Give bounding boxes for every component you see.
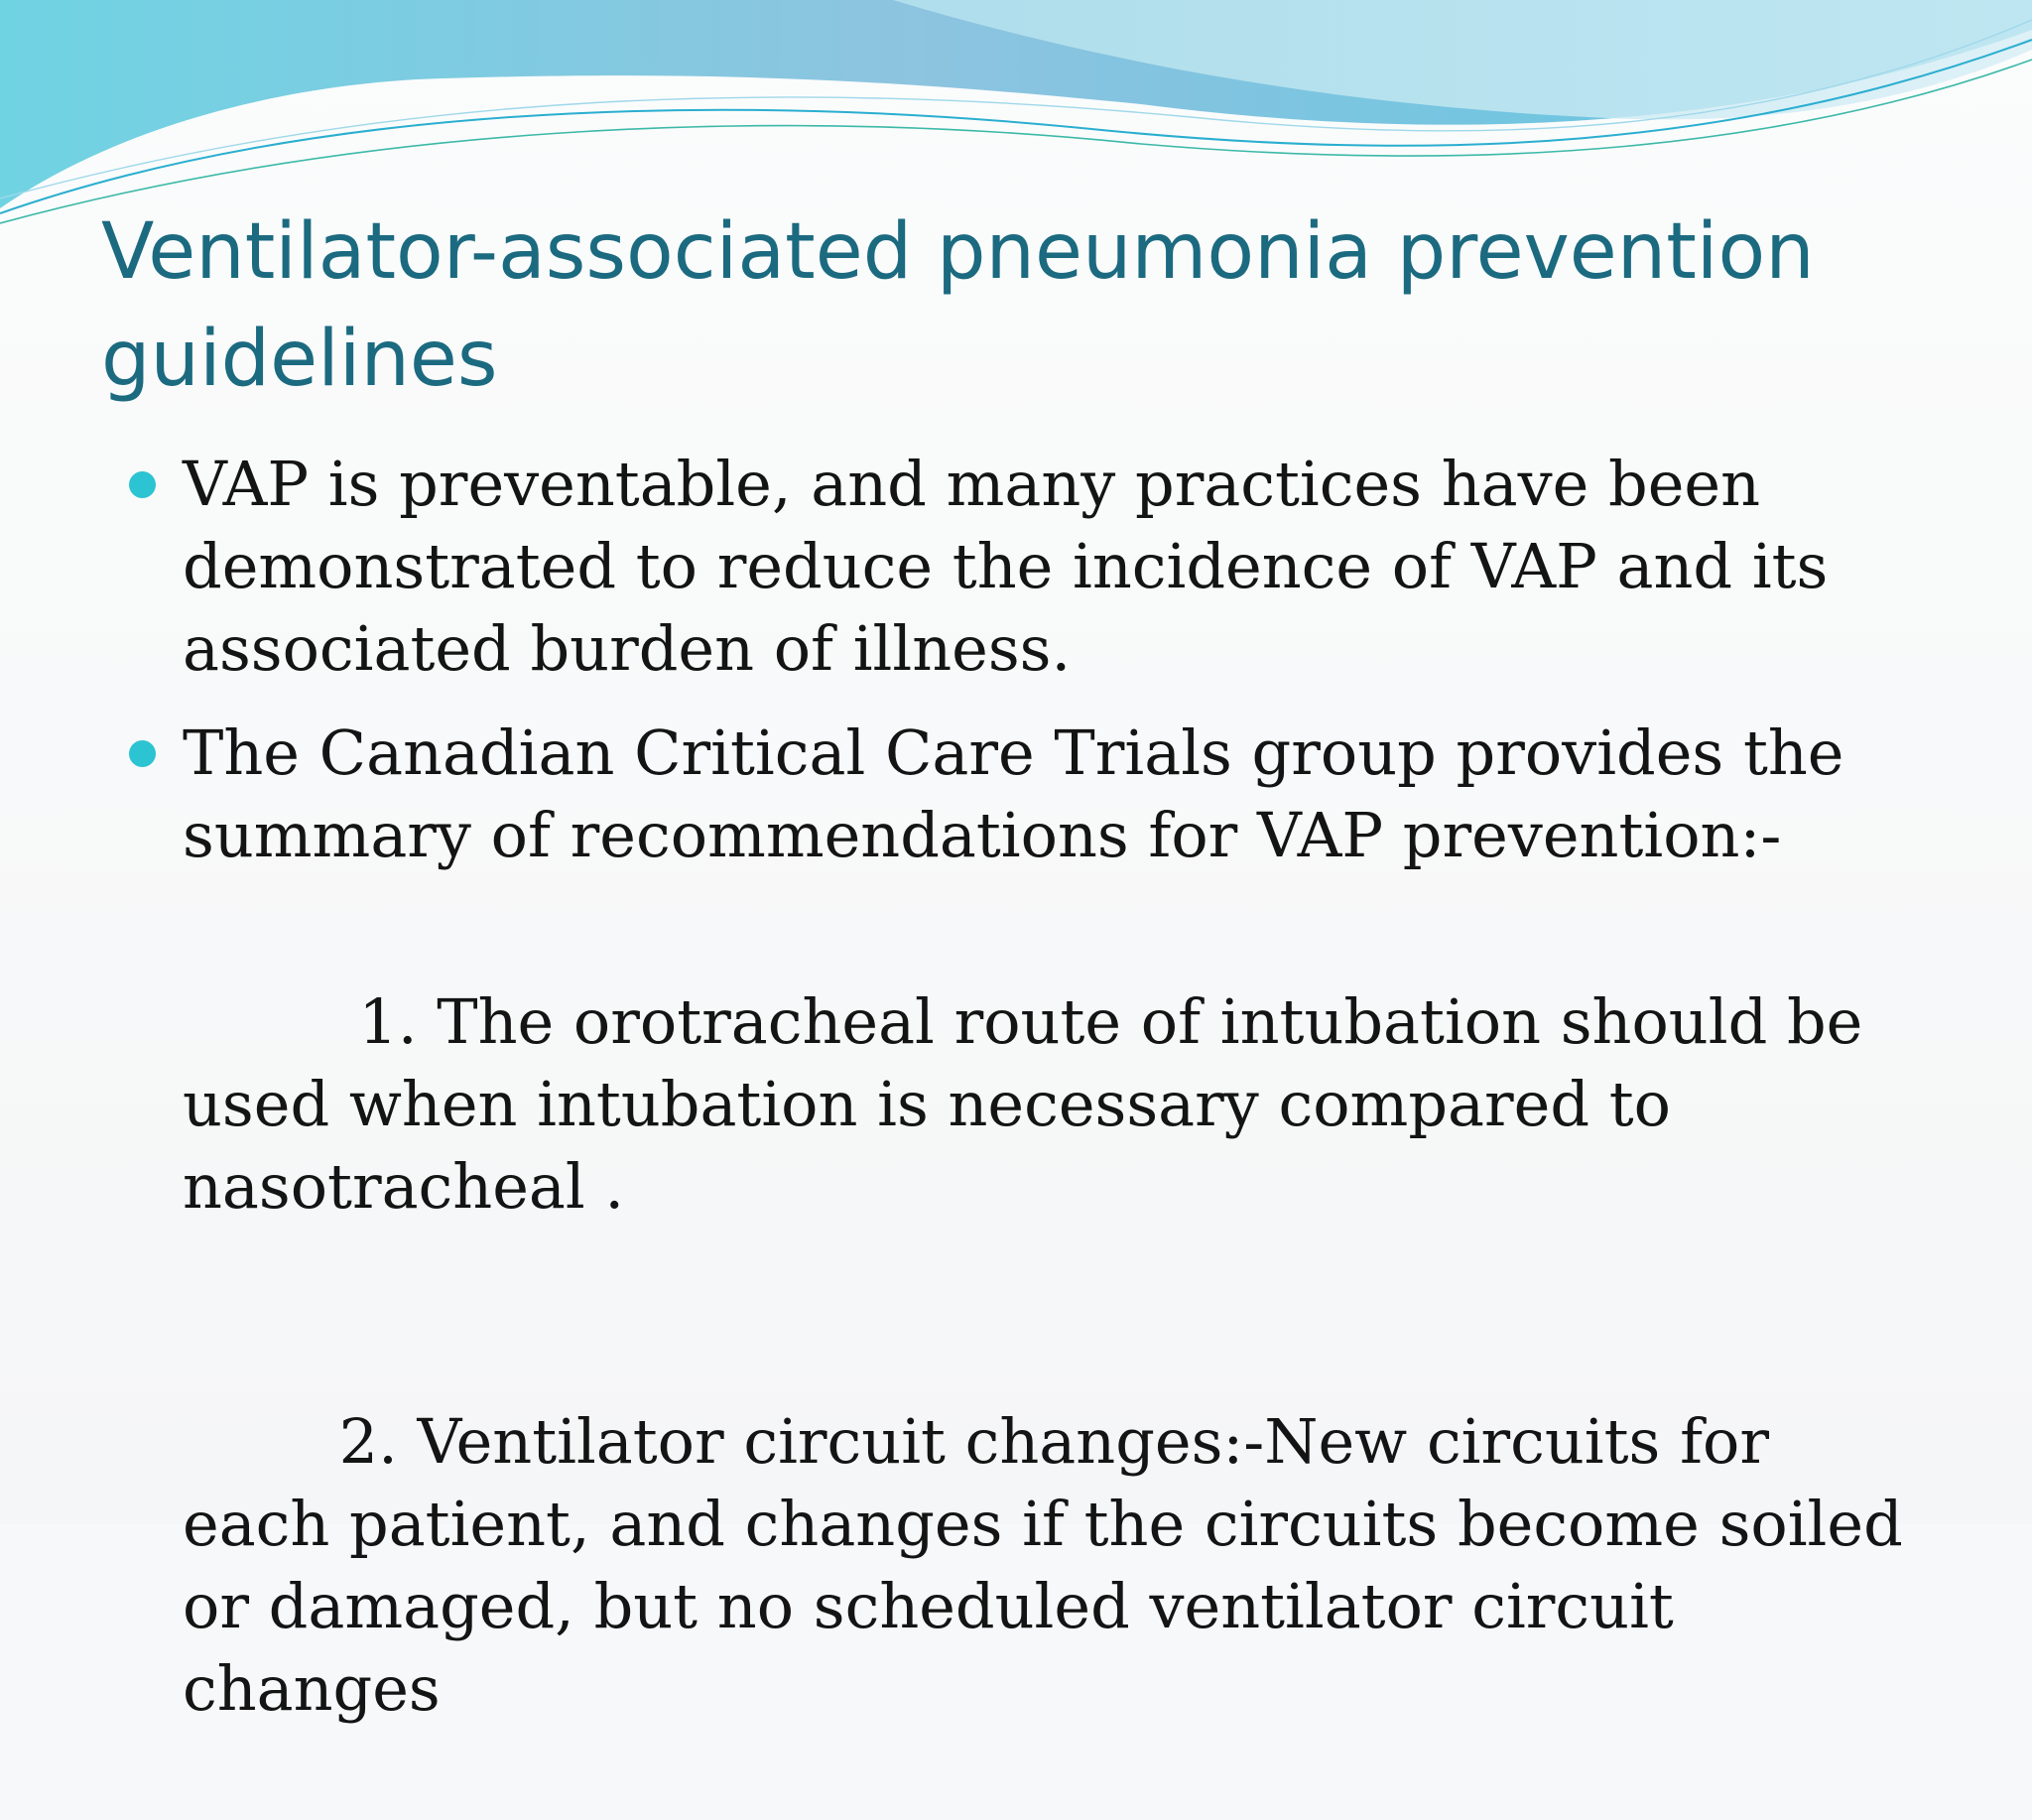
numbered-item <box>183 898 1935 1310</box>
bullet-item <box>129 443 1935 690</box>
slide-title: Ventilator-associated pneumonia prevention guidelines <box>101 207 1815 404</box>
bullet-dot-icon <box>129 471 156 498</box>
bullet-text: The Canadian Critical Care Trials group provides the summary of recommendations for VAP prevention:- <box>183 716 1844 871</box>
slide-body <box>129 443 1935 1820</box>
numbered-item-text: 2. Ventilator circuit changes:-New circuits for each patient, and changes if the circuits become soiled or damaged, but no scheduled ventilator circuit changes <box>183 1405 1923 1725</box>
bullet-dot-icon <box>129 740 156 767</box>
bullet-text: VAP is preventable, and many practices have been demonstrated to reduce the incidence of VAP and its associated burden of illness. <box>183 448 1829 685</box>
bullet-item <box>129 712 1935 876</box>
numbered-item-text: 1. The orotracheal route of intubation should be used when intubation is necessary compared to nasotracheal . <box>183 985 1883 1223</box>
numbered-item <box>183 1318 1935 1812</box>
